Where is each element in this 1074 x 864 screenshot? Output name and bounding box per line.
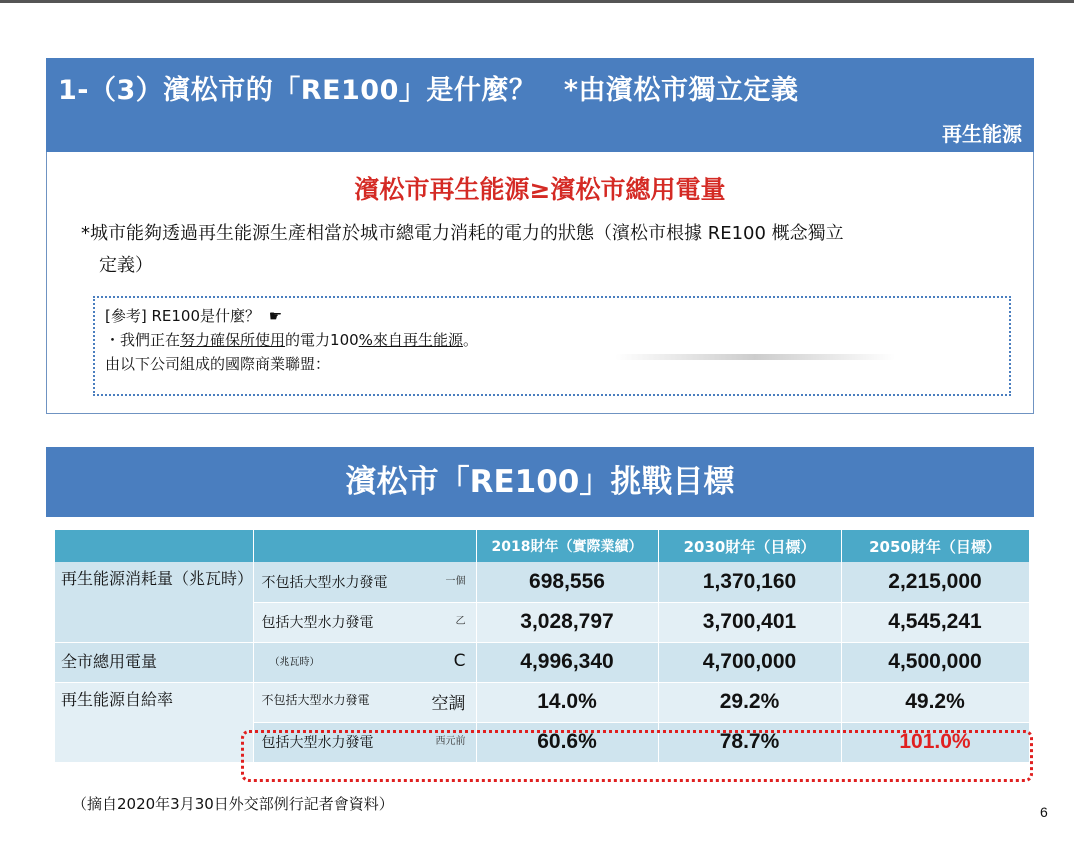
incl-2030: 3,700,401: [658, 602, 841, 642]
reference-label: [參考] RE100是什麼？: [105, 307, 261, 325]
incl-2018: 3,028,797: [476, 602, 658, 642]
bullet-text-underlined-3: 再生能源: [402, 331, 463, 349]
header-empty-2: [253, 530, 476, 562]
header-2050: 2050財年（目標）: [841, 530, 1029, 562]
rate-excl-label: [253, 682, 476, 722]
bullet-text-underlined-2: %來自: [358, 331, 403, 349]
bullet-text-mid: 的電力100: [285, 331, 359, 349]
reference-box: [93, 296, 1011, 396]
total-label: 全市總用電量: [55, 642, 253, 682]
rate-excl-2030: 29.2%: [658, 682, 841, 722]
bullet-text-prefix: ・我們正在: [105, 331, 181, 349]
total-tag: C: [453, 651, 466, 671]
table-row: [55, 642, 1029, 682]
incl-hydro-label: [253, 602, 476, 642]
bullet-text-end: 。: [462, 331, 478, 349]
rate-excl-2050: 49.2%: [841, 682, 1029, 722]
rate-excl-tag: 空調: [431, 693, 466, 714]
definition-heading: 濱松市再生能源≥濱松市總用電量: [354, 175, 726, 204]
rate-label: 再生能源自給率: [55, 682, 253, 762]
excl-2030: 1,370,160: [658, 562, 841, 602]
page-title: 1-（3）濱松市的「RE100」是什麼？ *由濱松市獨立定義: [58, 75, 799, 106]
consumption-label: 再生能源消耗量（兆瓦時）: [55, 562, 253, 642]
bullet-text-underlined-1: 努力確保所使用: [180, 331, 286, 349]
incl-2050: 4,545,241: [841, 602, 1029, 642]
rate-excl-2018: 14.0%: [476, 682, 658, 722]
rate-incl-text: 包括大型水力發電: [261, 735, 374, 751]
rate-incl-2018: 60.6%: [476, 722, 658, 762]
header-2030: 2030財年（目標）: [658, 530, 841, 562]
table-header-row: [55, 530, 1029, 562]
top-rule: [0, 0, 1074, 3]
definition-line-1: *城市能夠透過再生能源生產相當於城市總電力消耗的電力的狀態（濱松市根據 RE100 概念獨立: [81, 223, 844, 244]
excl-2050: 2,215,000: [841, 562, 1029, 602]
rate-incl-2030: 78.7%: [658, 722, 841, 762]
page-number: 6: [1040, 804, 1048, 820]
excl-hydro-label: [253, 562, 476, 602]
excl-tag: 一個: [445, 575, 466, 587]
total-unit: （兆瓦時）: [269, 657, 320, 668]
total-2018: 4,996,340: [476, 642, 658, 682]
total-2030: 4,700,000: [658, 642, 841, 682]
definition-box: [46, 152, 1034, 414]
excl-hydro-text: 不包括大型水力發電: [261, 574, 388, 591]
source-note: （摘自2020年3月30日外交部例行記者會資料）: [72, 795, 394, 813]
definition-line-2: 定義）: [99, 255, 153, 276]
rate-incl-label: [253, 722, 476, 762]
category-tag: 再生能源: [942, 122, 1022, 146]
title-bar: [46, 58, 1034, 152]
reference-line-2: 由以下公司組成的國際商業聯盟：: [105, 355, 331, 373]
header-empty-1: [55, 530, 253, 562]
rate-incl-2050: 101.0%: [841, 722, 1029, 762]
total-unit-cell: [253, 642, 476, 682]
goal-title: 濱松市「RE100」挑戰目標: [345, 464, 735, 500]
incl-tag: 乙: [455, 616, 466, 627]
goal-title-bar: [46, 447, 1034, 517]
total-2050: 4,500,000: [841, 642, 1029, 682]
excl-2018: 698,556: [476, 562, 658, 602]
header-2018: 2018財年（實際業績）: [476, 530, 658, 562]
definition-description: [81, 218, 1016, 282]
rate-excl-text: 不包括大型水力發電: [261, 692, 370, 707]
reference-title-row: [105, 304, 999, 328]
table-row: [55, 562, 1029, 602]
rate-incl-tag: 西元前: [435, 736, 466, 747]
incl-hydro-text: 包括大型水力發電: [261, 615, 374, 631]
goal-table: [55, 530, 1030, 763]
blurred-text-strip: [615, 354, 895, 360]
reference-bullet: [105, 328, 999, 352]
pointing-hand-icon: ☛: [268, 307, 283, 325]
table-row: [55, 682, 1029, 722]
